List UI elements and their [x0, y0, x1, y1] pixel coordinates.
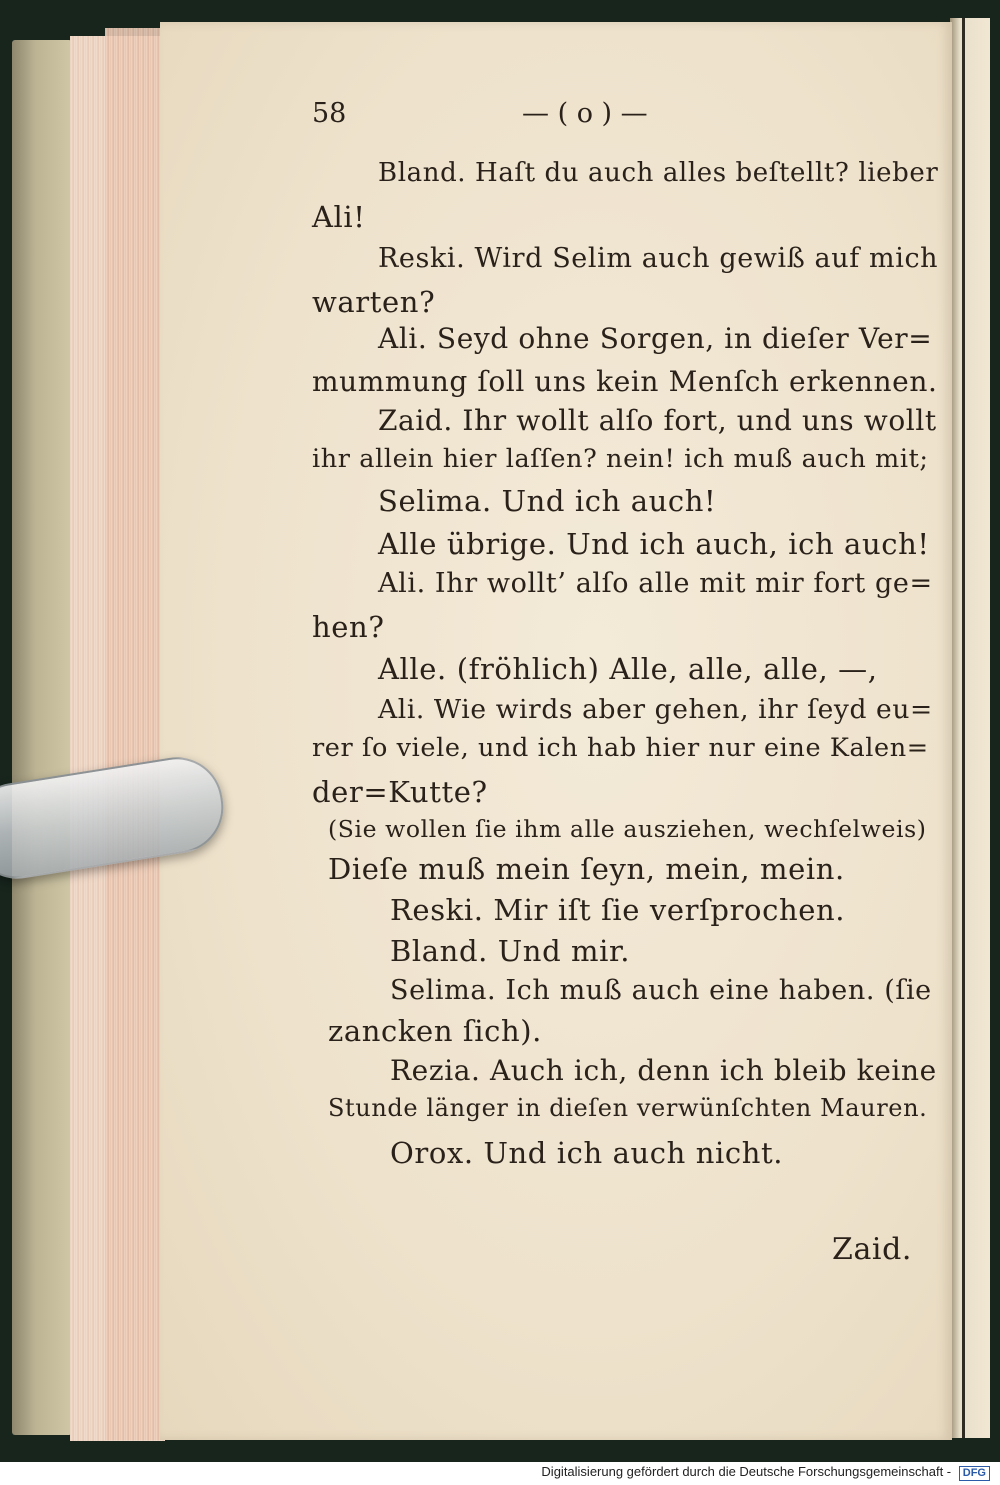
text-line: der=Kutte? [312, 775, 488, 809]
book-page [160, 22, 952, 1440]
text-line: Ali. Wie wirds aber gehen, ihr ſeyd eu= [378, 694, 933, 725]
text-line: Bland. Haſt du auch alles beſtellt? lieber [378, 158, 939, 188]
text-line: warten? [312, 285, 436, 319]
stage-direction: (Sie wollen ſie ihm alle ausziehen, wechſelweis) [328, 815, 927, 843]
page-header [312, 98, 732, 138]
page-number: 58 [312, 98, 347, 129]
text-line: Zaid. Ihr wollt alſo fort, und uns wollt [378, 404, 937, 437]
text-line: Selima. Und ich auch! [378, 484, 717, 518]
text-line: Orox. Und ich auch nicht. [390, 1136, 784, 1170]
text-line: zancken ſich). [328, 1014, 542, 1048]
text-line: Reski. Mir iſt ſie verſprochen. [390, 893, 846, 927]
text-line: Selima. Ich muß auch eine haben. (ſie [390, 975, 932, 1006]
text-line: ihr allein hier laſſen? nein! ich muß auch mit; [312, 444, 929, 474]
text-line: mummung ſoll uns kein Menſch erkennen. [312, 365, 938, 398]
running-head: — ( o ) — [522, 98, 648, 129]
text-line: Ali! [312, 200, 366, 234]
footer-credit-text: Digitalisierung gefördert durch die Deutsche Forschungsgemeinschaft - [541, 1464, 952, 1479]
dfg-logo-icon: DFG [959, 1466, 990, 1481]
page-stack-inner [105, 28, 165, 1440]
text-line: Alle übrige. Und ich auch, ich auch! [378, 527, 930, 561]
text-line: Ali. Ihr wollt’ alſo alle mit mir fort ge= [378, 568, 933, 599]
facing-page-edge [950, 18, 990, 1438]
text-line: Reski. Wird Selim auch gewiß auf mich [378, 243, 939, 274]
book-cover-edge [12, 40, 72, 1435]
text-line: Rezia. Auch ich, denn ich bleib keine [390, 1054, 937, 1087]
text-line: Alle. (fröhlich) Alle, alle, alle, —, [378, 652, 878, 686]
footer-credit [541, 1464, 990, 1481]
catchword: Zaid. [832, 1232, 913, 1267]
text-line: Stunde länger in dieſen verwünſchten Mauren. [328, 1094, 928, 1122]
text-line: Dieſe muß mein ſeyn, mein, mein. [328, 852, 845, 886]
text-line: Ali. Seyd ohne Sorgen, in dieſer Ver= [378, 322, 933, 355]
text-line: hen? [312, 610, 385, 644]
footer-bar [0, 1462, 1000, 1485]
gutter-shadow [962, 18, 965, 1438]
text-line: rer ſo viele, und ich hab hier nur eine Kalen= [312, 733, 929, 763]
text-line: Bland. Und mir. [390, 934, 631, 968]
